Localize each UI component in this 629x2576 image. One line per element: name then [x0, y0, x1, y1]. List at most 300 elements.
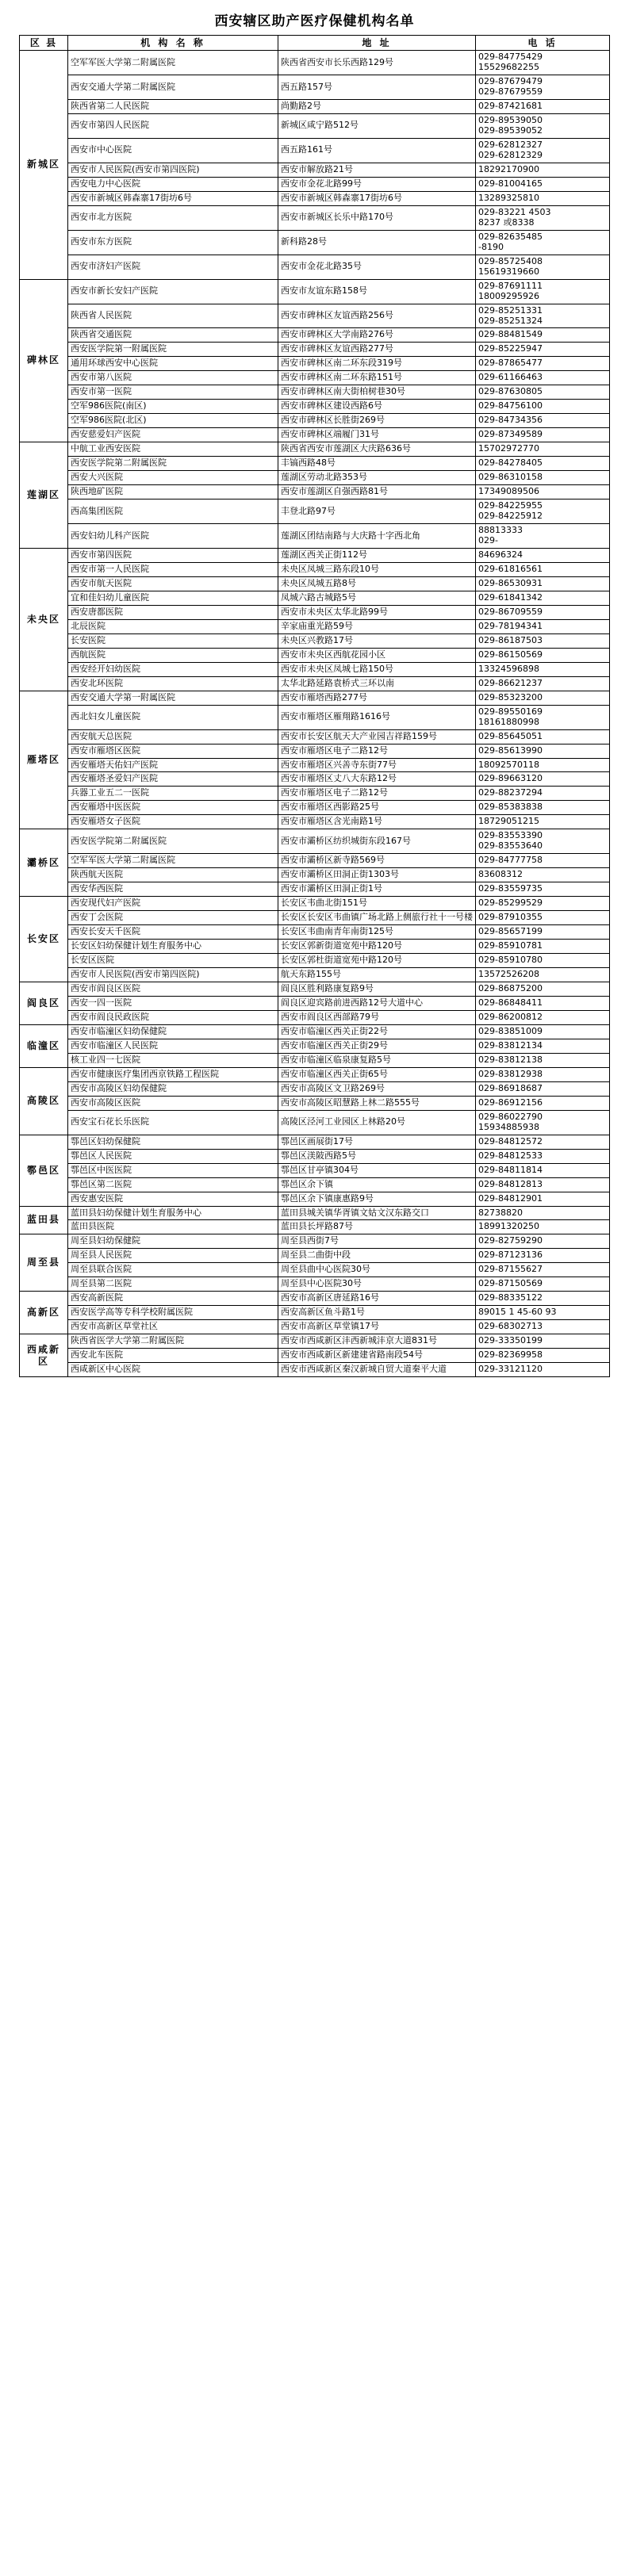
institution-phone: [476, 1249, 610, 1263]
institution-name: 西安北环医院: [68, 676, 278, 691]
table-row: [20, 691, 610, 705]
institution-name: 西安市新城区韩森寨17街坊6号: [68, 191, 278, 205]
phone-number: 029-68302713: [478, 1321, 543, 1332]
institution-phone: [476, 1081, 610, 1096]
institution-phone: [476, 1163, 610, 1177]
phone-number: 029-84812533: [478, 1150, 543, 1161]
table-row: [20, 591, 610, 605]
institution-phone: [476, 385, 610, 400]
institution-phone: [476, 815, 610, 829]
table-row: [20, 485, 610, 500]
institution-address: 丰登北路97号: [278, 500, 476, 524]
institution-address: 西安市阎良区西部路79号: [278, 1010, 476, 1024]
phone-number: 029-87123136: [478, 1250, 543, 1261]
table-row: [20, 114, 610, 139]
institution-name: 西安市第四人民医院: [68, 114, 278, 139]
table-row: [20, 705, 610, 729]
institution-phone: [476, 230, 610, 255]
phone-number: 029-89550169: [478, 706, 543, 717]
phone-number: 029-85251324: [478, 315, 543, 326]
institution-phone: [476, 1177, 610, 1192]
institution-address: 西安市灞桥区田洞正街1号: [278, 882, 476, 897]
institution-address: 未央区凤城三路东段10号: [278, 562, 476, 576]
phone-number: 029-83221 4503: [478, 206, 551, 217]
table-row: [20, 1110, 610, 1135]
institution-address: 西五路161号: [278, 138, 476, 163]
phone-number: -8190: [478, 241, 504, 252]
institution-phone: [476, 1292, 610, 1306]
table-row: [20, 562, 610, 576]
phone-number: 17349089506: [478, 486, 539, 497]
institution-address: 西安市临潼区临泉康复路5号: [278, 1053, 476, 1067]
institution-address: 西安市灞桥区田洞正街1303号: [278, 868, 476, 882]
phone-number: 83608312: [478, 869, 523, 880]
institution-address: 西安市碑林区长胜街269号: [278, 414, 476, 428]
institution-phone: [476, 457, 610, 471]
phone-number: 029-86875200: [478, 983, 543, 993]
institution-phone: [476, 562, 610, 576]
table-row: [20, 676, 610, 691]
institution-address: 长安区郭杜街道宽苑中路120号: [278, 954, 476, 968]
institution-phone: [476, 1067, 610, 1081]
institution-phone: [476, 1053, 610, 1067]
institution-name: 蓝田县医院: [68, 1220, 278, 1234]
phone-number: 13289325810: [478, 192, 539, 203]
institution-address: 西安市雁塔区丈八大东路12号: [278, 772, 476, 787]
phone-number: 029-62812329: [478, 149, 543, 160]
phone-number: 89015 1 45-60 93: [478, 1307, 557, 1318]
institution-address: 西安市雁塔区兴善寺东街77号: [278, 758, 476, 772]
institution-name: 西安市济妇产医院: [68, 255, 278, 279]
table-row: [20, 51, 610, 75]
phone-number: 84696324: [478, 549, 523, 560]
table-row: [20, 357, 610, 371]
institution-address: 西安市碑林区友谊西路256号: [278, 304, 476, 328]
institution-address: 西安市灞桥区新寺路569号: [278, 854, 476, 868]
institution-phone: [476, 255, 610, 279]
institution-address: 西安市长安区航天大产业园吉祥路159号: [278, 729, 476, 744]
region-cell: 莲湖区: [20, 442, 68, 549]
region-cell: 阎良区: [20, 982, 68, 1025]
institution-name: 陕西省人民医院: [68, 304, 278, 328]
institution-name: 西安市人民医院(西安市第四医院): [68, 163, 278, 177]
institution-address: 航天东路155号: [278, 968, 476, 982]
phone-number: 029-89539050: [478, 115, 543, 125]
phone-number: 029-87155627: [478, 1264, 543, 1275]
table-row: [20, 829, 610, 854]
table-row: [20, 968, 610, 982]
institution-address: 西安市碑林区友谊西路277号: [278, 343, 476, 357]
institution-phone: [476, 1320, 610, 1334]
table-row: [20, 1249, 610, 1263]
institution-address: 未央区兴教路17号: [278, 633, 476, 648]
phone-number: 029-78194341: [478, 620, 543, 631]
table-row: [20, 385, 610, 400]
institution-name: 陕西省医学大学第二附属医院: [68, 1334, 278, 1349]
institution-name: 核工业四一七医院: [68, 1053, 278, 1067]
table-row: [20, 787, 610, 801]
institution-address: 蓝田县城关镇华胥镇文姑文汉东路交口: [278, 1206, 476, 1220]
institution-name: 西安市健康医疗集团西京铁路工程医院: [68, 1067, 278, 1081]
institution-phone: [476, 772, 610, 787]
institution-address: 丰镐西路48号: [278, 457, 476, 471]
institution-name: 西安妇幼儿科产医院: [68, 524, 278, 549]
table-row: [20, 1292, 610, 1306]
institution-address: 西安市友谊东路158号: [278, 279, 476, 304]
phone-number: 029-86150569: [478, 649, 543, 660]
header-address: 地 址: [278, 36, 476, 51]
region-cell: 高陵区: [20, 1067, 68, 1135]
institution-name: 西安医学院第二附属医院: [68, 457, 278, 471]
institution-name: 西安雁塔圣爱妇产医院: [68, 772, 278, 787]
header-name: 机 构 名 称: [68, 36, 278, 51]
phone-number: 029-87865477: [478, 358, 543, 369]
phone-number: 029-83553390: [478, 830, 543, 841]
phone-number: 18991320250: [478, 1221, 539, 1232]
institution-phone: [476, 51, 610, 75]
phone-number: 15934885938: [478, 1121, 539, 1132]
table-row: [20, 1206, 610, 1220]
institution-name: 西安唐都医院: [68, 605, 278, 619]
institution-name: 西安宝石花长乐医院: [68, 1110, 278, 1135]
table-row: [20, 304, 610, 328]
institution-name: 西安市第四医院: [68, 548, 278, 562]
table-row: [20, 576, 610, 591]
table-row: [20, 524, 610, 549]
institution-phone: [476, 1039, 610, 1053]
institution-phone: [476, 471, 610, 485]
phone-number: 029-87679479: [478, 76, 543, 87]
institution-phone: [476, 400, 610, 414]
institution-address: 未央区凤城五路8号: [278, 576, 476, 591]
institution-phone: [476, 854, 610, 868]
institution-phone: [476, 1277, 610, 1292]
institution-phone: [476, 1149, 610, 1163]
table-row: [20, 982, 610, 997]
institution-phone: [476, 1192, 610, 1206]
table-row: [20, 457, 610, 471]
table-row: [20, 1081, 610, 1096]
phone-number: 029-83553640: [478, 840, 543, 852]
institution-phone: [476, 648, 610, 662]
institution-phone: [476, 414, 610, 428]
institution-name: 中航工业西安医院: [68, 442, 278, 457]
phone-number: 15702972770: [478, 443, 539, 454]
institution-name: 西安市东方医院: [68, 230, 278, 255]
header-phone: 电 话: [476, 36, 610, 51]
phone-number: 029-61166463: [478, 372, 543, 383]
table-row: [20, 758, 610, 772]
institution-phone: [476, 100, 610, 114]
institution-address: 鄠邑区余下镇: [278, 1177, 476, 1192]
phone-number: 029-88481549: [478, 329, 543, 340]
institution-phone: [476, 829, 610, 854]
institution-address: 阎良区迎宾路前进西路12号大道中心: [278, 996, 476, 1010]
region-cell: 周至县: [20, 1234, 68, 1292]
phone-number: 029-82369958: [478, 1349, 543, 1361]
institution-address: 蓝田县长坪路87号: [278, 1220, 476, 1234]
institution-address: 西安市临潼区西关正街22号: [278, 1024, 476, 1039]
phone-number: 029-86310158: [478, 472, 543, 483]
institution-name: 西安高新医院: [68, 1292, 278, 1306]
institution-address: 西安市雁塔区含光南路1号: [278, 815, 476, 829]
institution-address: 周至县曲中心医院30号: [278, 1263, 476, 1277]
table-row: [20, 343, 610, 357]
institution-address: 长安区韦曲北街151号: [278, 897, 476, 911]
phone-number: 029-85910781: [478, 940, 543, 951]
institution-name: 空军军医大学第二附属医院: [68, 854, 278, 868]
phone-number: 029-62812327: [478, 139, 543, 150]
institution-phone: [476, 75, 610, 100]
table-row: [20, 772, 610, 787]
institution-address: 鄠邑区余下镇康惠路9号: [278, 1192, 476, 1206]
table-row: [20, 1039, 610, 1053]
institution-phone: [476, 982, 610, 997]
institution-name: 西安市临潼区妇幼保健院: [68, 1024, 278, 1039]
institution-name: 陕西航天医院: [68, 868, 278, 882]
institution-phone: [476, 954, 610, 968]
institution-phone: [476, 524, 610, 549]
phone-number: 029-83812138: [478, 1054, 543, 1065]
table-row: [20, 414, 610, 428]
institution-address: 西安市未央区西航花园小区: [278, 648, 476, 662]
institution-name: 西安市临潼区人民医院: [68, 1039, 278, 1053]
institution-address: 尚勤路2号: [278, 100, 476, 114]
table-row: [20, 619, 610, 633]
institution-address: 太华北路延路袁桥式三环以南: [278, 676, 476, 691]
institution-phone: [476, 138, 610, 163]
institution-address: 长安区郭新街道宽苑中路120号: [278, 940, 476, 954]
institution-name: 空军986医院(南区): [68, 400, 278, 414]
phone-number: 029-84777758: [478, 855, 543, 866]
institution-phone: [476, 205, 610, 230]
phone-number: 029-85225947: [478, 343, 543, 354]
table-row: [20, 1320, 610, 1334]
institution-address: 长安区韦曲南青年南街125号: [278, 925, 476, 940]
phone-number: 029-85645051: [478, 730, 543, 741]
table-row: [20, 138, 610, 163]
phone-number: 029-82635485: [478, 231, 543, 242]
phone-number: 8237 或8338: [478, 216, 535, 228]
region-cell: 临潼区: [20, 1024, 68, 1067]
table-row: [20, 729, 610, 744]
table-row: [20, 1096, 610, 1110]
region-cell: 西咸新区: [20, 1334, 68, 1377]
table-row: [20, 1220, 610, 1234]
institution-name: 西安市阎良民政医院: [68, 1010, 278, 1024]
institution-address: 莲湖区团结南路与大庆路十字西北角: [278, 524, 476, 549]
institution-name: 西安市新长安妇产医院: [68, 279, 278, 304]
table-header: [20, 36, 610, 51]
institution-address: 西安市高陵区昭慧路上林二路555号: [278, 1096, 476, 1110]
phone-number: 029-84225912: [478, 511, 543, 522]
header-region: 区 县: [20, 36, 68, 51]
institution-phone: [476, 177, 610, 191]
phone-number: 029-: [478, 535, 498, 545]
institution-name: 西安市人民医院(西安市第四医院): [68, 968, 278, 982]
phone-number: 029-85657199: [478, 926, 543, 937]
institution-address: 西安高新区鱼斗路1号: [278, 1306, 476, 1320]
table-row: [20, 279, 610, 304]
institution-name: 长安医院: [68, 633, 278, 648]
institution-name: 西安交通大学第二附属医院: [68, 75, 278, 100]
institution-address: 西安市雁塔区电子二路12号: [278, 744, 476, 758]
institution-name: 西安医学高等专科学校附属医院: [68, 1306, 278, 1320]
institution-name: 西北妇女儿童医院: [68, 705, 278, 729]
region-cell: 新城区: [20, 51, 68, 279]
institution-address: 西安市未央区凤城七路150号: [278, 662, 476, 676]
institution-phone: [476, 191, 610, 205]
phone-number: 029-87421681: [478, 101, 543, 112]
institution-name: 西安长安天千医院: [68, 925, 278, 940]
phone-number: 88813333: [478, 525, 523, 536]
institution-phone: [476, 279, 610, 304]
institution-address: 西安市莲湖区自强西路81号: [278, 485, 476, 500]
institution-name: 空军军医大学第二附属医院: [68, 51, 278, 75]
institution-address: 凤城六路古城路5号: [278, 591, 476, 605]
table-row: [20, 854, 610, 868]
institution-address: 西安市灞桥区纺织城街东段167号: [278, 829, 476, 854]
institution-address: 西安市新城区韩森寨17街坊6号: [278, 191, 476, 205]
institution-name: 西安经开妇幼医院: [68, 662, 278, 676]
institution-name: 周至县第二医院: [68, 1277, 278, 1292]
phone-number: 029-87630805: [478, 386, 543, 397]
phone-number: 13324596898: [478, 663, 539, 674]
table-row: [20, 911, 610, 925]
institution-phone: [476, 591, 610, 605]
institution-phone: [476, 729, 610, 744]
institution-phone: [476, 1363, 610, 1377]
institution-phone: [476, 705, 610, 729]
phone-number: 029-85251331: [478, 304, 543, 316]
table-row: [20, 954, 610, 968]
institution-phone: [476, 500, 610, 524]
table-row: [20, 428, 610, 442]
institution-name: 西安雁塔女子医院: [68, 815, 278, 829]
table-row: [20, 1334, 610, 1349]
institution-phone: [476, 758, 610, 772]
institution-phone: [476, 428, 610, 442]
institution-address: 周至县西街7号: [278, 1234, 476, 1249]
phone-number: 029-84775429: [478, 52, 543, 63]
region-cell: 鄠邑区: [20, 1135, 68, 1206]
table-row: [20, 1349, 610, 1363]
institution-phone: [476, 576, 610, 591]
institution-address: 西安市碑林区南大街柏树巷30号: [278, 385, 476, 400]
institution-address: 西安市碑林区建设西路6号: [278, 400, 476, 414]
institution-phone: [476, 1334, 610, 1349]
table-row: [20, 1192, 610, 1206]
table-row: [20, 100, 610, 114]
institution-name: 鄠邑区妇幼保健院: [68, 1135, 278, 1149]
institution-phone: [476, 485, 610, 500]
table-row: [20, 1010, 610, 1024]
table-row: [20, 633, 610, 648]
region-cell: 灞桥区: [20, 829, 68, 897]
institution-name: 西安医学院第二附属医院: [68, 829, 278, 854]
table-row: [20, 328, 610, 343]
phone-number: 029-85725408: [478, 255, 543, 266]
table-row: [20, 255, 610, 279]
institution-address: 西安市雁塔区电子二路12号: [278, 787, 476, 801]
institution-name: 西安市阎良区医院: [68, 982, 278, 997]
institution-address: 西安市碑林区南二环东路151号: [278, 371, 476, 385]
institution-phone: [476, 328, 610, 343]
phone-number: 029-88335122: [478, 1292, 543, 1303]
phone-number: 029-89663120: [478, 773, 543, 784]
phone-number: 029-86022790: [478, 1111, 543, 1122]
phone-number: 029-85323200: [478, 691, 543, 702]
institution-address: 阎良区胜利路康复路9号: [278, 982, 476, 997]
phone-number: 029-84812813: [478, 1178, 543, 1189]
institution-name: 西安市中心医院: [68, 138, 278, 163]
institution-phone: [476, 691, 610, 705]
institution-name: 西安市第八医院: [68, 371, 278, 385]
phone-number: 13572526208: [478, 969, 539, 980]
table-row: [20, 177, 610, 191]
phone-number: 029-86621237: [478, 677, 543, 688]
phone-number: 18292170900: [478, 163, 539, 174]
institution-address: 西安市碑林区端履门31号: [278, 428, 476, 442]
phone-number: 029-83812134: [478, 1039, 543, 1051]
institution-name: 西高集团医院: [68, 500, 278, 524]
phone-number: 029-84812901: [478, 1192, 543, 1204]
institution-name: 北辰医院: [68, 619, 278, 633]
institution-name: 长安区医院: [68, 954, 278, 968]
phone-number: 029-84225955: [478, 500, 543, 511]
phone-number: 029-86709559: [478, 606, 543, 617]
table-row: [20, 230, 610, 255]
table-row: [20, 815, 610, 829]
table-row: [20, 897, 610, 911]
phone-number: 029-86912156: [478, 1097, 543, 1108]
institution-name: 陕西省第二人民医院: [68, 100, 278, 114]
institution-phone: [476, 1263, 610, 1277]
institution-address: 西安市新城区长乐中路170号: [278, 205, 476, 230]
table-row: [20, 1053, 610, 1067]
phone-number: 18161880998: [478, 716, 539, 727]
institution-phone: [476, 897, 610, 911]
institution-address: 周至县中心医院30号: [278, 1277, 476, 1292]
table-row: [20, 1306, 610, 1320]
institution-name: 西安市高陵区妇幼保健院: [68, 1081, 278, 1096]
table-row: [20, 1234, 610, 1249]
phone-number: 029-33121120: [478, 1364, 543, 1375]
phone-number: 029-83559735: [478, 883, 543, 894]
table-row: [20, 1024, 610, 1039]
table-row: [20, 662, 610, 676]
institution-name: 西航医院: [68, 648, 278, 662]
table-body: [20, 51, 610, 1377]
phone-number: 029-85299529: [478, 898, 543, 909]
table-row: [20, 75, 610, 100]
institution-address: 鄠邑区渼陂西路5号: [278, 1149, 476, 1163]
institution-address: 西五路157号: [278, 75, 476, 100]
table-row: [20, 605, 610, 619]
table-row: [20, 744, 610, 758]
phone-number: 029-86187503: [478, 634, 543, 645]
region-cell: 长安区: [20, 897, 68, 982]
phone-number: 18092570118: [478, 759, 539, 770]
table-row: [20, 882, 610, 897]
institution-name: 西安华西医院: [68, 882, 278, 897]
phone-number: 029-33350199: [478, 1335, 543, 1346]
institution-address: 周至县二曲街中段: [278, 1249, 476, 1263]
institution-phone: [476, 357, 610, 371]
phone-number: 029-86848411: [478, 997, 543, 1008]
institution-name: 西安北车医院: [68, 1349, 278, 1363]
region-cell: 蓝田县: [20, 1206, 68, 1234]
